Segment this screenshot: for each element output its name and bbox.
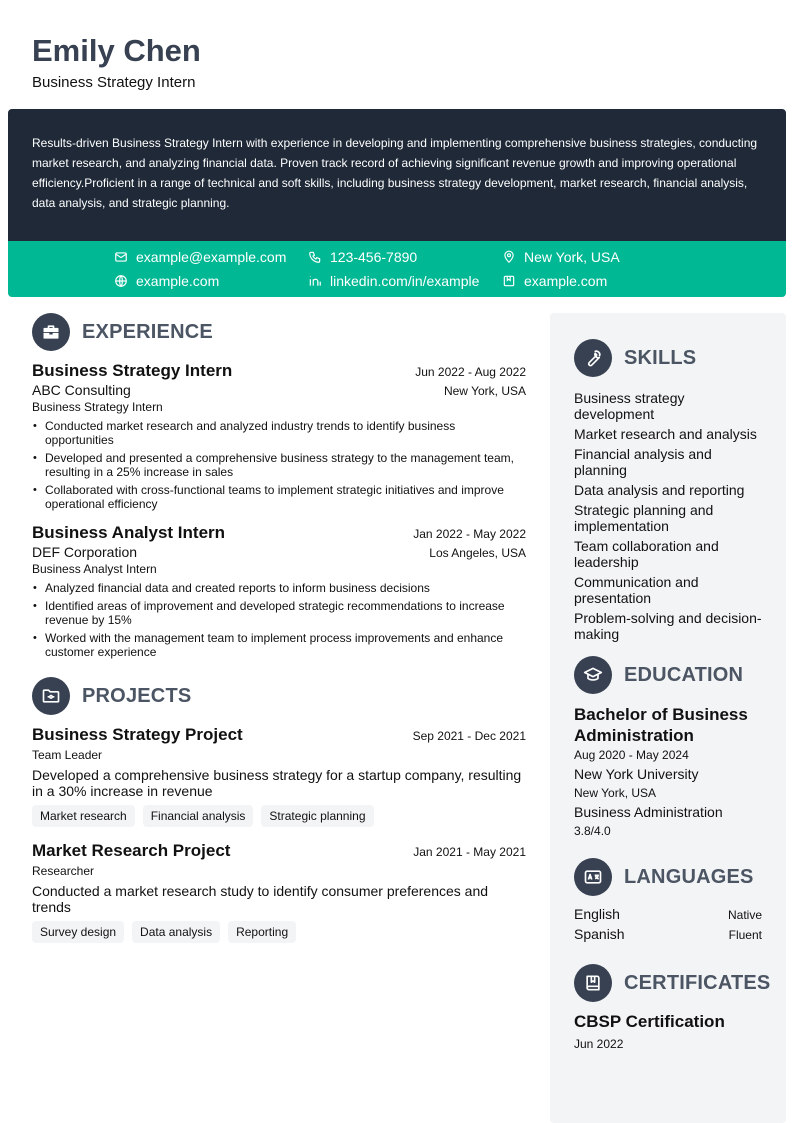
briefcase-icon <box>32 313 70 351</box>
tag: Data analysis <box>132 921 220 943</box>
contact-portfolio-text: example.com <box>524 273 608 289</box>
certificate-date: Jun 2022 <box>574 1037 624 1051</box>
contact-portfolio[interactable] <box>502 273 607 289</box>
linkedin-icon <box>308 274 322 288</box>
job-role: Business Strategy Intern <box>32 361 233 380</box>
candidate-title: Business Strategy Intern <box>32 74 196 91</box>
certificate-name: CBSP Certification <box>574 1012 725 1031</box>
education-school: New York University <box>574 766 699 782</box>
languages-heading <box>574 858 762 896</box>
contact-website-text: example.com <box>136 273 220 289</box>
certificates-title: CERTIFICATES <box>624 971 771 994</box>
experience-title: EXPERIENCE <box>82 320 213 343</box>
education-field: Business Administration <box>574 804 723 820</box>
certificate-book-icon <box>574 964 612 1002</box>
projects-heading <box>32 677 526 715</box>
job-location: New York, USA <box>443 384 526 398</box>
sidebar <box>550 313 786 1123</box>
contact-location <box>502 249 620 265</box>
list-item: • Worked with the management team to implement process improvements and enhance customer experience <box>32 631 526 659</box>
skill-item: Financial analysis and planning <box>574 446 712 478</box>
skill-item: Data analysis and reporting <box>574 482 745 498</box>
main-column <box>32 313 526 943</box>
education-title: EDUCATION <box>624 663 744 686</box>
folder-icon <box>32 677 70 715</box>
job-subtitle: Business Analyst Intern <box>32 562 157 576</box>
globe-icon <box>114 274 128 288</box>
project-entry <box>32 841 526 943</box>
list-item: • Identified areas of improvement and developed strategic recommendations to increase revenue by 15% <box>32 599 526 627</box>
translate-icon <box>574 858 612 896</box>
job-company: DEF Corporation <box>32 544 138 560</box>
project-name: Business Strategy Project <box>32 725 243 744</box>
job-role: Business Analyst Intern <box>32 523 226 542</box>
graduation-cap-icon <box>574 656 612 694</box>
location-pin-icon <box>502 250 516 264</box>
job-bullets <box>32 419 526 511</box>
list-item: • Analyzed financial data and created reports to inform business decisions <box>32 581 526 595</box>
job-location: Los Angeles, USA <box>429 546 526 560</box>
project-description: Developed a comprehensive business strategy for a startup company, resulting in a 30% increase in revenue <box>32 767 522 799</box>
skills-title: SKILLS <box>624 346 697 369</box>
tag: Market research <box>32 805 135 827</box>
resume-header <box>32 32 201 91</box>
contact-bar <box>8 241 786 297</box>
summary-text: Results-driven Business Strategy Intern with experience in developing and implementing comprehensive business strategies, conducting market research, and analyzing financial data. Proven track record of achieving significant revenue growth and improving operational efficiency.Proficient in a range of technical and soft skills, including business strategy development, market research, financial analysis, data analysis, and strategic planning. <box>32 136 758 210</box>
education-heading <box>574 656 762 694</box>
project-dates: Jan 2021 - May 2021 <box>413 845 526 859</box>
skill-item: Team collaboration and leadership <box>574 538 719 570</box>
job-dates: Jun 2022 - Aug 2022 <box>415 365 526 379</box>
wrench-icon <box>574 339 612 377</box>
education-entry <box>574 704 762 840</box>
summary-panel <box>8 109 786 241</box>
language-level: Fluent <box>728 928 762 942</box>
tag: Financial analysis <box>143 805 254 827</box>
candidate-name: Emily Chen <box>32 33 201 68</box>
mail-icon <box>114 250 128 264</box>
project-description: Conducted a market research study to identify consumer preferences and trends <box>32 883 489 915</box>
language-name: Spanish <box>574 926 625 942</box>
education-location: New York, USA <box>574 786 657 800</box>
language-name: English <box>574 906 620 922</box>
experience-entry <box>32 361 526 511</box>
project-name: Market Research Project <box>32 841 231 860</box>
project-tags <box>32 805 526 827</box>
languages-title: LANGUAGES <box>624 865 754 888</box>
job-company: ABC Consulting <box>32 382 131 398</box>
education-degree: Bachelor of Business Administration <box>574 705 748 745</box>
tag: Reporting <box>228 921 296 943</box>
project-entry <box>32 725 526 827</box>
skill-item: Business strategy development <box>574 390 685 422</box>
contact-phone[interactable] <box>308 249 417 265</box>
list-item: • Developed and presented a comprehensive business strategy to the management team, resulting in a 25% increase in sales <box>32 451 526 479</box>
phone-icon <box>308 250 322 264</box>
contact-linkedin[interactable] <box>308 273 479 289</box>
list-item: • Conducted market research and analyzed industry trends to identify business opportunities <box>32 419 526 447</box>
list-item: • Collaborated with cross-functional teams to implement strategic initiatives and improve operational efficiency <box>32 483 526 511</box>
education-gpa: 3.8/4.0 <box>574 824 611 838</box>
education-dates: Aug 2020 - May 2024 <box>574 748 689 762</box>
language-row <box>574 906 762 926</box>
tag: Survey design <box>32 921 124 943</box>
languages-list <box>574 906 762 946</box>
project-dates: Sep 2021 - Dec 2021 <box>412 729 526 743</box>
contact-website[interactable] <box>114 273 219 289</box>
project-tags <box>32 921 526 943</box>
skill-item: Communication and presentation <box>574 574 699 606</box>
experience-entry <box>32 523 526 659</box>
tag: Strategic planning <box>261 805 373 827</box>
project-role: Researcher <box>32 864 95 878</box>
contact-linkedin-text: linkedin.com/in/example <box>330 273 480 289</box>
contact-email-text: example@example.com <box>136 249 287 265</box>
project-role: Team Leader <box>32 748 103 762</box>
skill-item: Market research and analysis <box>574 426 757 442</box>
job-subtitle: Business Strategy Intern <box>32 400 163 414</box>
contact-email[interactable] <box>114 249 286 265</box>
skill-item: Problem-solving and decision-making <box>574 610 762 642</box>
experience-heading <box>32 313 526 351</box>
language-row <box>574 926 762 946</box>
language-level: Native <box>727 908 762 922</box>
bookmark-square-icon <box>502 274 516 288</box>
certificate-entry <box>574 1012 762 1053</box>
skills-heading <box>574 339 762 377</box>
contact-phone-text: 123-456-7890 <box>330 249 418 265</box>
skill-item: Strategic planning and implementation <box>574 502 714 534</box>
projects-title: PROJECTS <box>82 684 192 707</box>
contact-location-text: New York, USA <box>524 249 620 265</box>
certificates-heading <box>574 964 771 1002</box>
job-bullets <box>32 581 526 659</box>
job-dates: Jan 2022 - May 2022 <box>413 527 526 541</box>
skills-list <box>574 390 762 642</box>
